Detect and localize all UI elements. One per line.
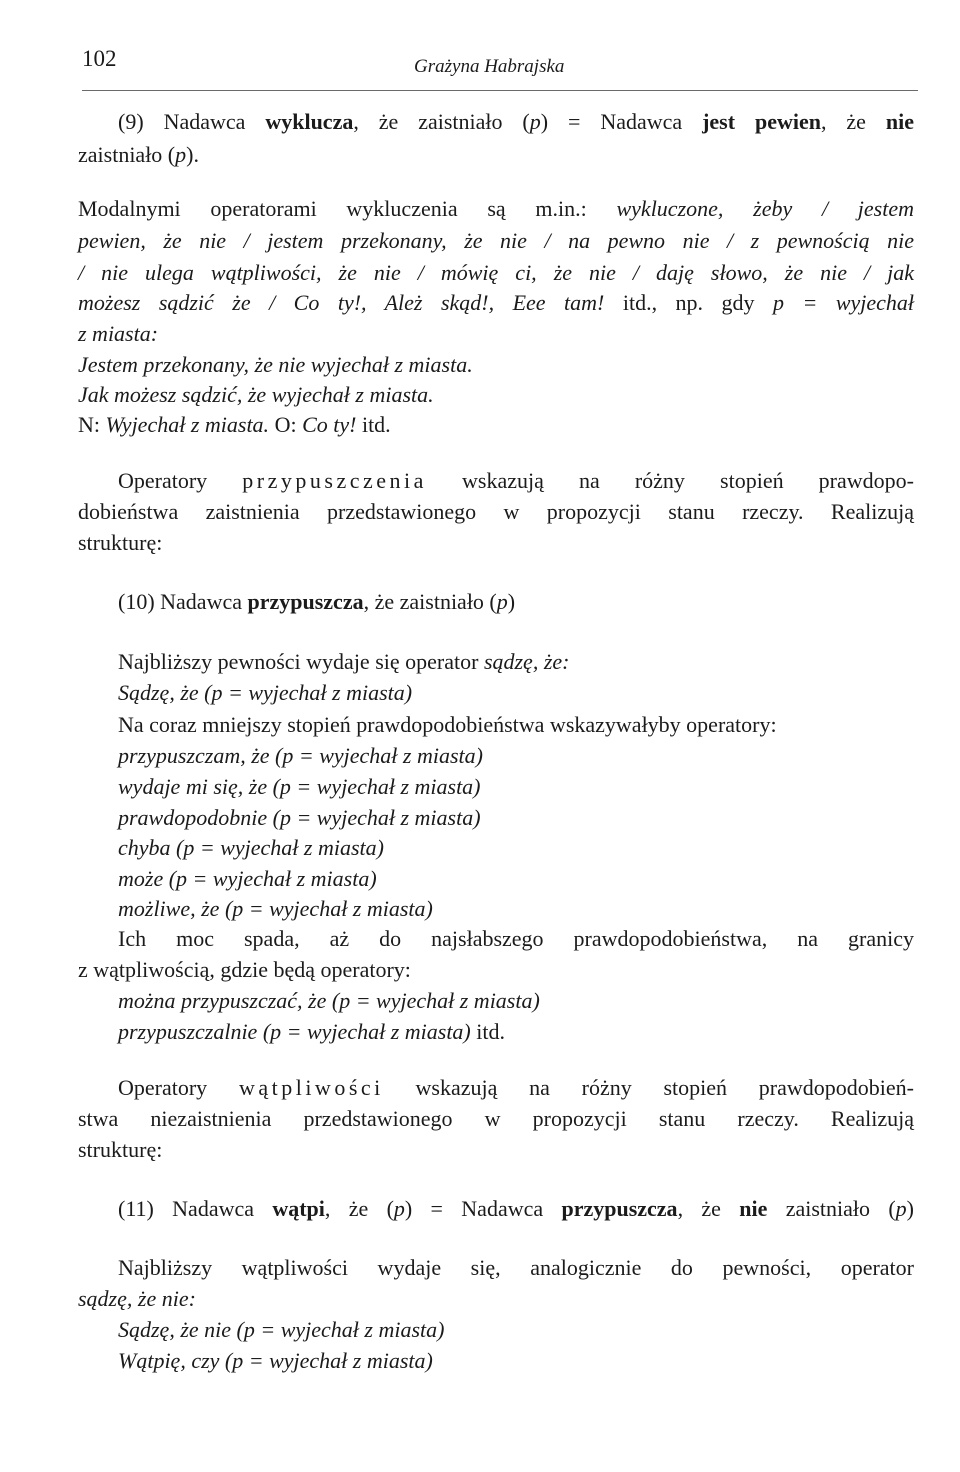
example-10: (10) Nadawca przypuszcza, że zaistniało (p) bbox=[118, 589, 516, 614]
example-sentence: Wątpię, czy (p = wyjechał z miasta) bbox=[118, 1348, 433, 1373]
example-sentence: przypuszczam, że (p = wyjechał z miasta) bbox=[118, 743, 483, 768]
example-sentence: Jak możesz sądzić, że wyjechał z miasta. bbox=[78, 382, 434, 407]
page-number: 102 bbox=[82, 46, 117, 71]
paragraph-line: strukturę: bbox=[78, 1137, 163, 1162]
example-sentence: Sądzę, że (p = wyjechał z miasta) bbox=[118, 680, 413, 705]
paragraph-line: Najbliższy pewności wydaje się operator sądzę, że: bbox=[118, 649, 570, 674]
example-sentence: chyba (p = wyjechał z miasta) bbox=[118, 835, 384, 860]
paragraph-line: Modalnymi operatorami wykluczenia są m.in.: wykluczone, żeby / jestem bbox=[78, 196, 915, 221]
paragraph-line: pewien, że nie / jestem przekonany, że nie / na pewno nie / z pewnością nie bbox=[78, 228, 914, 253]
paragraph-line: z miasta: bbox=[78, 321, 159, 346]
header-rule bbox=[82, 90, 918, 91]
running-header-author: Grażyna Habrajska bbox=[414, 56, 565, 77]
paragraph-line: Na coraz mniejszy stopień prawdopodobieństwa wskazywałyby operatory: bbox=[118, 712, 777, 737]
example-9-line-2: zaistniało (p). bbox=[78, 142, 199, 167]
example-11: (11) Nadawca wątpi, że (p) = Nadawca przypuszcza, że nie zaistniało (p) bbox=[118, 1196, 914, 1221]
paragraph-line: strukturę: bbox=[78, 530, 163, 555]
paragraph-line: Operatory wątpliwości wskazują na różny stopień prawdopodobień- bbox=[118, 1075, 914, 1100]
paragraph-line: możesz sądzić że / Co ty!, Ależ skąd!, Eee tam! itd., np. gdy p = wyjechał bbox=[78, 290, 915, 315]
example-sentence: wydaje mi się, że (p = wyjechał z miasta) bbox=[118, 774, 481, 799]
paragraph-line: Najbliższy wątpliwości wydaje się, analogicznie do pewności, operator bbox=[118, 1255, 914, 1280]
example-sentence: prawdopodobnie (p = wyjechał z miasta) bbox=[118, 805, 481, 830]
example-sentence: Jestem przekonany, że nie wyjechał z miasta. bbox=[78, 352, 473, 377]
paragraph-line: sądzę, że nie: bbox=[78, 1286, 196, 1311]
example-sentence: N: Wyjechał z miasta. O: Co ty! itd. bbox=[78, 412, 391, 437]
example-sentence: możliwe, że (p = wyjechał z miasta) bbox=[118, 896, 433, 921]
paragraph-line: / nie ulega wątpliwości, że nie / mówię ci, że nie / daję słowo, że nie / jak bbox=[78, 260, 914, 285]
paragraph-line: Ich moc spada, aż do najsłabszego prawdopodobieństwa, na granicy bbox=[118, 926, 914, 951]
example-sentence: Sądzę, że nie (p = wyjechał z miasta) bbox=[118, 1317, 445, 1342]
paragraph-line: stwa niezaistnienia przedstawionego w propozycji stanu rzeczy. Realizują bbox=[78, 1106, 914, 1131]
example-sentence: przypuszczalnie (p = wyjechał z miasta) itd. bbox=[118, 1019, 505, 1044]
example-sentence: można przypuszczać, że (p = wyjechał z miasta) bbox=[118, 988, 540, 1013]
example-sentence: może (p = wyjechał z miasta) bbox=[118, 866, 377, 891]
paragraph-line: z wątpliwością, gdzie będą operatory: bbox=[78, 957, 411, 982]
paragraph-line: Operatory przypuszczenia wskazują na różny stopień prawdopo- bbox=[118, 468, 914, 493]
paragraph-line: dobieństwa zaistnienia przedstawionego w propozycji stanu rzeczy. Realizują bbox=[78, 499, 914, 524]
example-9-line-1: (9) Nadawca wyklucza, że zaistniało (p) = Nadawca jest pewien, że nie bbox=[118, 109, 914, 134]
